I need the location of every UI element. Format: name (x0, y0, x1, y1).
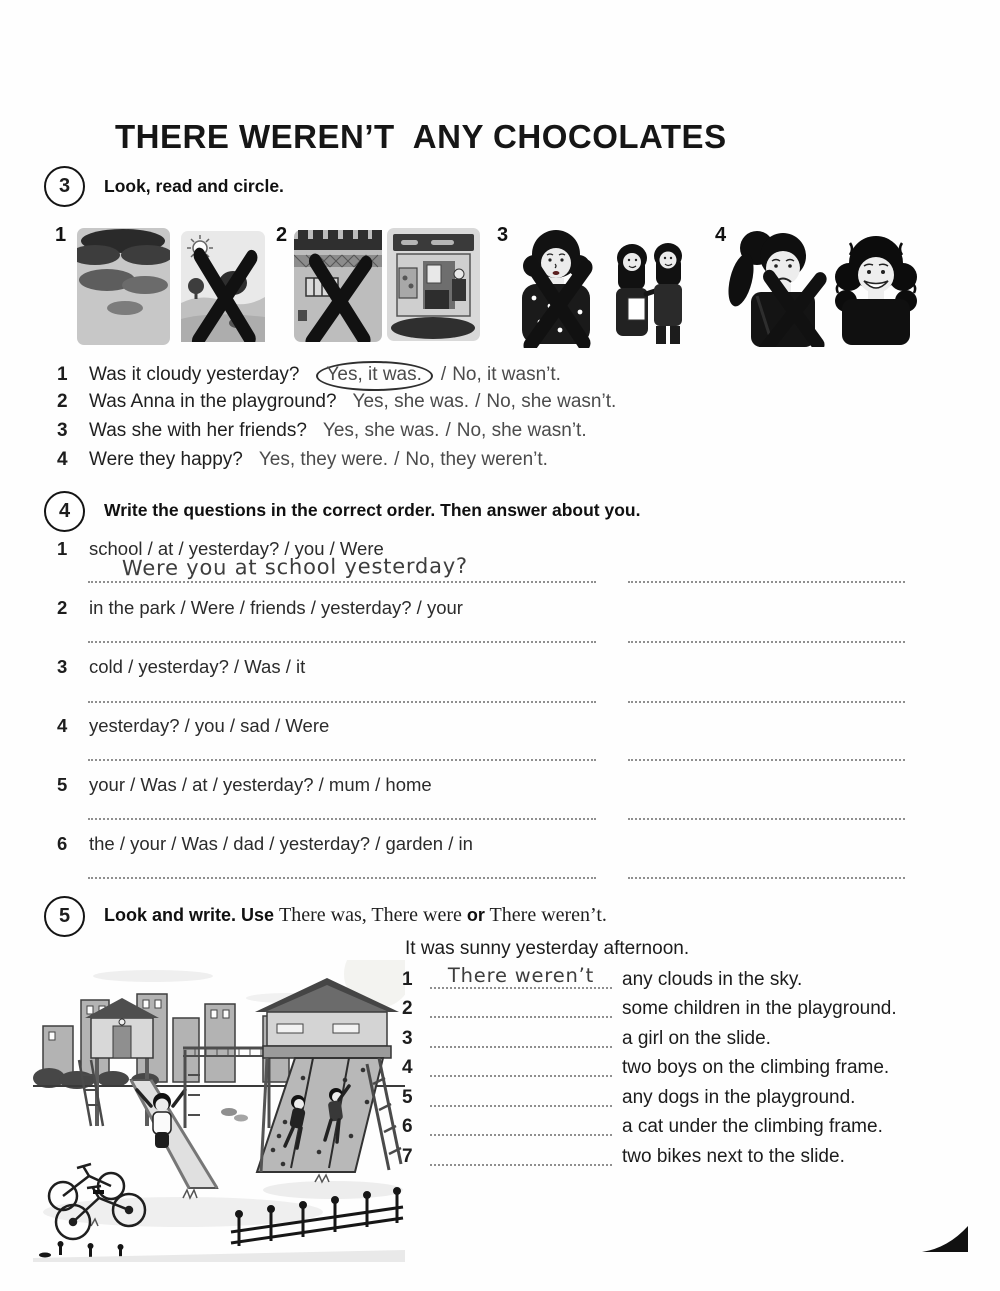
scene-caption: It was sunny yesterday afternoon. (405, 938, 690, 959)
picture-two-friends (606, 238, 694, 346)
exercise-5-number: 5 (44, 896, 85, 937)
about-you-line[interactable] (628, 759, 905, 761)
exercise-3-instruction: Look, read and circle. (104, 176, 284, 196)
question-text: Was it cloudy yesterday? (89, 364, 300, 385)
item-number: 1 (57, 538, 68, 559)
question-number: 2 (57, 391, 68, 412)
question-text: Was Anna in the playground? (89, 391, 337, 412)
question-text: Were they happy? (89, 449, 243, 470)
answer-line[interactable] (88, 641, 596, 643)
answer-blank[interactable] (430, 1054, 612, 1077)
item-number: 2 (57, 597, 68, 618)
instruction-or: or (466, 905, 485, 925)
exercise-4-instruction: Write the questions in the correct order. Then answer about you. (104, 500, 641, 520)
small-posts (39, 1241, 124, 1258)
fill-item (402, 1113, 883, 1138)
circle-question-row (57, 361, 561, 391)
use-option-there-was: There was, (279, 904, 367, 926)
jumbled-words: yesterday? / you / sad / Were (89, 715, 330, 736)
answer-blank[interactable] (430, 1084, 612, 1107)
answer-line[interactable] (88, 877, 596, 879)
about-you-line[interactable] (628, 877, 905, 879)
picture-group-number: 2 (276, 224, 288, 246)
answer-blank[interactable] (430, 966, 612, 989)
answer-option-yes[interactable]: Yes, they were. (258, 449, 389, 470)
item-text: some children in the playground. (622, 998, 897, 1019)
item-text: any clouds in the sky. (622, 969, 803, 990)
handwritten-answer: There weren’t (447, 964, 595, 987)
answer-option-yes-label: Yes, it was. (326, 364, 422, 385)
question-number: 3 (57, 420, 68, 441)
option-separator: / (440, 364, 447, 385)
answer-line[interactable] (88, 759, 596, 761)
reorder-item (57, 715, 329, 737)
instruction-bold: Look and write. Use (104, 905, 280, 925)
item-text: two bikes next to the slide. (622, 1146, 845, 1167)
page-title: THERE WEREN’T ANY CHOCOLATES (115, 118, 727, 155)
item-number: 7 (402, 1146, 413, 1167)
reorder-item (57, 656, 305, 678)
answer-option-no[interactable]: No, she wasn’t. (486, 391, 617, 412)
page-corner-decoration (922, 1226, 968, 1252)
item-text: a cat under the climbing frame. (622, 1116, 883, 1137)
answer-option-yes[interactable]: Yes, she was. (322, 420, 440, 441)
picture-happy-woman (830, 233, 922, 345)
fill-item (402, 1084, 855, 1109)
item-number: 4 (57, 715, 68, 736)
item-number: 3 (57, 656, 68, 677)
item-number: 4 (402, 1057, 413, 1078)
picture-castle-wall (294, 230, 382, 342)
item-number: 2 (402, 998, 413, 1019)
answer-line[interactable] (88, 581, 596, 583)
picture-group-number: 1 (55, 224, 67, 246)
item-text: two boys on the climbing frame. (622, 1057, 890, 1078)
reorder-item (57, 597, 463, 619)
exercise-4-number: 4 (44, 491, 85, 532)
jumbled-words: the / your / Was / dad / yesterday? / garden / in (89, 833, 473, 854)
item-number: 3 (402, 1028, 413, 1049)
jumbled-words: school / at / yesterday? / you / Were (89, 538, 384, 559)
answer-blank[interactable] (430, 1025, 612, 1048)
answer-blank[interactable] (430, 1113, 612, 1136)
circle-question-row (57, 420, 587, 442)
jumbled-words: cold / yesterday? / Was / it (89, 656, 306, 677)
item-number: 5 (57, 774, 68, 795)
option-separator: / (475, 391, 481, 412)
about-you-line[interactable] (628, 701, 905, 703)
fill-item (402, 1025, 771, 1050)
circle-question-row (57, 449, 548, 471)
about-you-line[interactable] (628, 818, 905, 820)
jumbled-words: in the park / Were / friends / yesterday? / your (89, 597, 463, 618)
picture-woman-alone (506, 226, 606, 348)
exercise-5-instruction (104, 904, 607, 927)
use-option-there-were: There were (366, 904, 467, 926)
answer-option-no[interactable]: No, it wasn’t. (452, 364, 561, 385)
picture-cloudy-sky (77, 228, 170, 345)
exercise-3-number: 3 (44, 166, 85, 207)
fill-item (402, 1054, 889, 1079)
item-number: 6 (402, 1116, 413, 1137)
about-you-line[interactable] (628, 581, 905, 583)
option-separator: / (445, 420, 451, 441)
picture-sunny-field (181, 231, 265, 342)
about-you-line[interactable] (628, 641, 905, 643)
answer-line[interactable] (88, 701, 596, 703)
answer-blank[interactable] (430, 995, 612, 1018)
answer-option-no[interactable]: No, they weren’t. (405, 449, 548, 470)
playground-illustration (33, 960, 405, 1262)
jumbled-words: your / Was / at / yesterday? / mum / home (89, 774, 432, 795)
item-number: 5 (402, 1087, 413, 1108)
item-number: 1 (402, 969, 413, 990)
picture-group-number: 3 (497, 224, 509, 246)
item-text: a girl on the slide. (622, 1028, 771, 1049)
option-separator: / (394, 449, 400, 470)
answer-option-no[interactable]: No, she wasn’t. (456, 420, 587, 441)
fill-item (402, 1143, 845, 1168)
item-number: 6 (57, 833, 68, 854)
handwritten-answer: Were you at school yesterday? (121, 553, 469, 581)
circle-question-row (57, 391, 616, 413)
answer-line[interactable] (88, 818, 596, 820)
question-number: 4 (57, 449, 68, 470)
fill-item (402, 966, 802, 991)
question-text: Was she with her friends? (89, 420, 307, 441)
item-text: any dogs in the playground. (622, 1087, 856, 1108)
picture-sad-girl (727, 230, 833, 347)
reorder-item (57, 833, 473, 855)
question-number: 1 (57, 364, 68, 385)
picture-group-number: 4 (715, 224, 727, 246)
slide-with-girl (131, 1080, 217, 1188)
answer-option-yes-circled[interactable] (316, 361, 433, 391)
reorder-item (57, 774, 432, 796)
answer-option-yes[interactable]: Yes, she was. (352, 391, 470, 412)
picture-shop (387, 228, 480, 341)
answer-blank[interactable] (430, 1143, 612, 1166)
fill-item (402, 995, 897, 1020)
use-option-there-werent: There weren’t. (484, 904, 607, 926)
